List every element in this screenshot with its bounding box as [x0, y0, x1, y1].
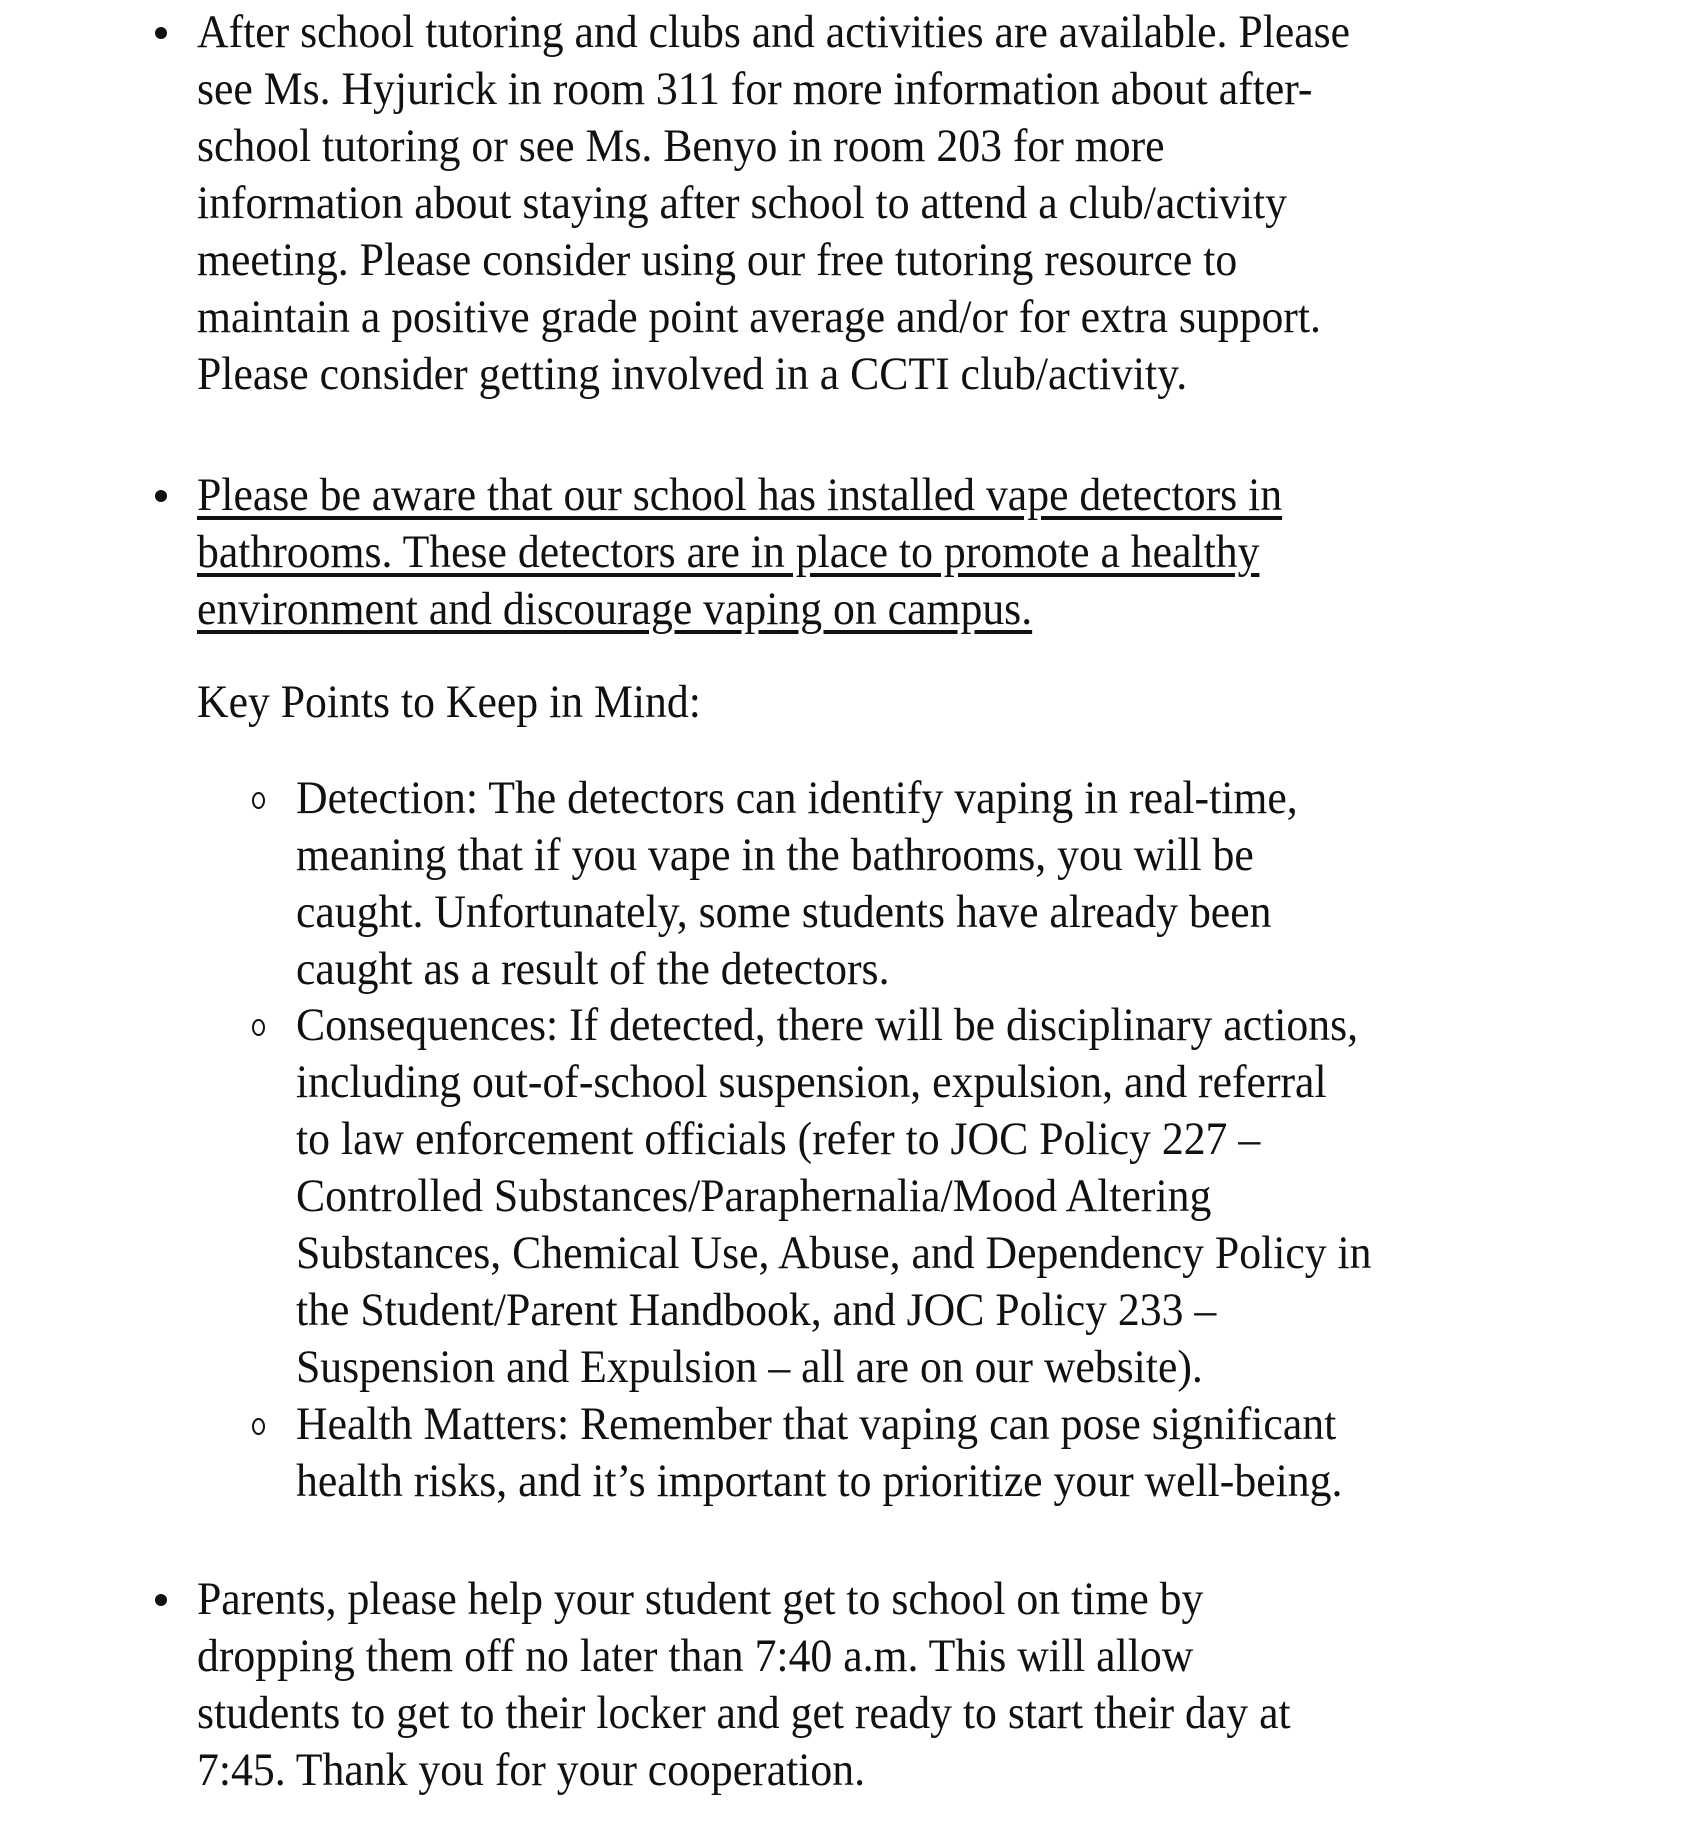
- paragraph-line: Suspension and Expulsion – all are on our website).: [296, 1341, 1203, 1393]
- paragraph-line: maintain a positive grade point average and/or for extra support.: [197, 291, 1321, 343]
- key-points-heading: Key Points to Keep in Mind:: [197, 676, 701, 728]
- bullet-icon: [155, 490, 167, 502]
- paragraph-line: Substances, Chemical Use, Abuse, and Dependency Policy in: [296, 1227, 1372, 1279]
- circle-bullet-icon: [252, 1019, 265, 1036]
- paragraph-line: including out-of-school suspension, expulsion, and referral: [296, 1056, 1327, 1108]
- paragraph-line: the Student/Parent Handbook, and JOC Policy 233 –: [296, 1284, 1217, 1336]
- paragraph-line: health risks, and it’s important to prioritize your well-being.: [296, 1455, 1343, 1507]
- paragraph-line: meaning that if you vape in the bathrooms, you will be: [296, 829, 1254, 881]
- paragraph-line: dropping them off no later than 7:40 a.m. This will allow: [197, 1630, 1194, 1682]
- paragraph-line: caught as a result of the detectors.: [296, 943, 890, 995]
- paragraph-line: meeting. Please consider using our free tutoring resource to: [197, 234, 1238, 286]
- paragraph-line: to law enforcement officials (refer to JOC Policy 227 –: [296, 1113, 1261, 1165]
- bullet-icon: [155, 1594, 167, 1606]
- paragraph-line: After school tutoring and clubs and activities are available. Please: [197, 6, 1351, 58]
- underlined-line: Please be aware that our school has installed vape detectors in: [197, 469, 1283, 521]
- underlined-line: bathrooms. These detectors are in place to promote a healthy: [197, 526, 1260, 578]
- paragraph-line: see Ms. Hyjurick in room 311 for more information about after-: [197, 63, 1313, 115]
- circle-bullet-icon: [252, 1418, 265, 1435]
- paragraph-line: Parents, please help your student get to school on time by: [197, 1573, 1204, 1625]
- underlined-line: environment and discourage vaping on campus.: [197, 583, 1033, 635]
- paragraph-line: 7:45. Thank you for your cooperation.: [197, 1744, 866, 1796]
- paragraph-line: students to get to their locker and get ready to start their day at: [197, 1687, 1291, 1739]
- bullet-icon: [155, 27, 167, 39]
- circle-bullet-icon: [252, 792, 265, 809]
- paragraph-line: Controlled Substances/Paraphernalia/Mood Altering: [296, 1170, 1212, 1222]
- paragraph-line: caught. Unfortunately, some students have already been: [296, 886, 1272, 938]
- paragraph-line: information about staying after school to attend a club/activity: [197, 177, 1288, 229]
- paragraph-line: Please consider getting involved in a CCTI club/activity.: [197, 348, 1188, 400]
- paragraph-line: Detection: The detectors can identify vaping in real-time,: [296, 772, 1298, 824]
- paragraph-line: Health Matters: Remember that vaping can pose significant: [296, 1398, 1337, 1450]
- paragraph-line: Consequences: If detected, there will be disciplinary actions,: [296, 999, 1359, 1051]
- paragraph-line: school tutoring or see Ms. Benyo in room 203 for more: [197, 120, 1165, 172]
